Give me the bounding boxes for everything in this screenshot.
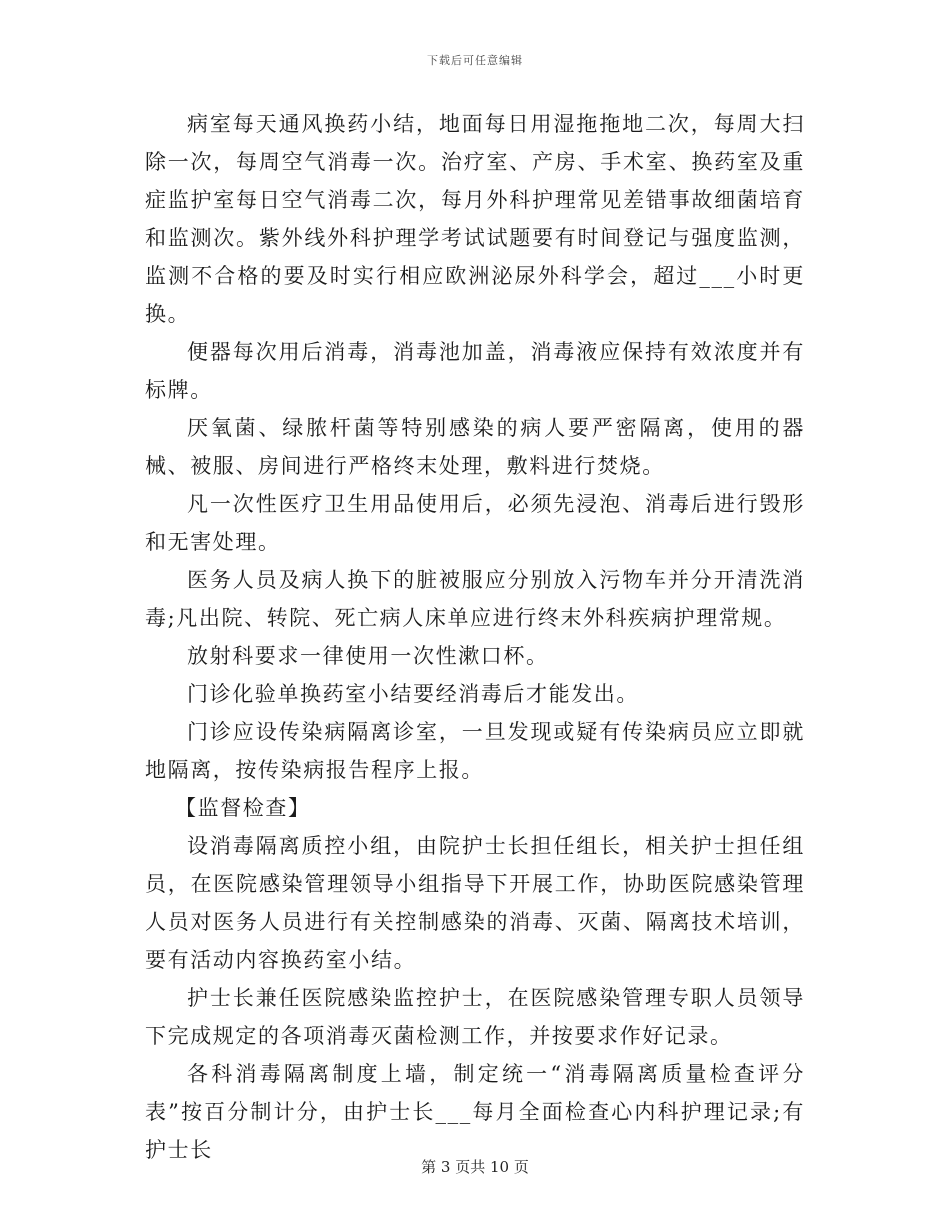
paragraph-special-infection-isolation: 厌氧菌、绿脓杆菌等特别感染的病人要严密隔离，使用的器械、被服、房间进行严格终末处理，敷料进行焚烧。 <box>145 416 805 478</box>
section-heading-supervision: 【监督检查】 <box>175 796 311 820</box>
page-footer-number: 第 3 页共 10 页 <box>421 1158 529 1176</box>
paragraph-scoring-table: 各科消毒隔离制度上墙，制定统一“消毒隔离质量检查评分表”按百分制计分，由护士长___每月全面检查心内科护理记录;有护士长 <box>145 1062 805 1162</box>
paragraph-bedding-cleaning: 医务人员及病人换下的脏被服应分别放入污物车并分开清洗消毒;凡出院、转院、死亡病人床单应进行终末外科疾病护理常规。 <box>145 568 805 630</box>
paragraph-qc-team: 设消毒隔离质控小组，由院护士长担任组长，相关护士担任组员，在医院感染管理领导小组指导下开展工作，协助医院感染管理人员对医务人员进行有关控制感染的消毒、灭菌、隔离技术培训，要有活动内容换药室小结。 <box>145 834 805 972</box>
paragraph-ward-ventilation: 病室每天通风换药小结，地面每日用湿拖拖地二次，每周大扫除一次，每周空气消毒一次。治疗室、产房、手术室、换药室及重症监护室每日空气消毒二次，每月外科护理常见差错事故细菌培育和监测次。紫外线外科护理学考试试题要有时间登记与强度监测，监测不合格的要及时实行相应欧洲泌尿外科学会，超过___小时更换。 <box>145 112 805 326</box>
paragraph-radiology-cups: 放射科要求一律使用一次性漱口杯。 <box>187 644 549 668</box>
paragraph-bedpan-disinfection: 便器每次用后消毒，消毒池加盖，消毒液应保持有效浓度并有标牌。 <box>145 340 805 402</box>
page-header-note: 下载后可任意编辑 <box>427 54 523 67</box>
paragraph-head-nurse-monitor: 护士长兼任医院感染监控护士，在医院感染管理专职人员领导下完成规定的各项消毒灭菌检测工作，并按要求作好记录。 <box>145 986 805 1048</box>
paragraph-disposable-supplies: 凡一次性医疗卫生用品使用后，必须先浸泡、消毒后进行毁形和无害处理。 <box>145 492 805 554</box>
paragraph-lab-reports: 门诊化验单换药室小结要经消毒后才能发出。 <box>187 682 639 706</box>
paragraph-infectious-clinic: 门诊应设传染病隔离诊室，一旦发现或疑有传染病员应立即就地隔离，按传染病报告程序上报。 <box>145 720 805 782</box>
document-body <box>145 105 805 1169</box>
